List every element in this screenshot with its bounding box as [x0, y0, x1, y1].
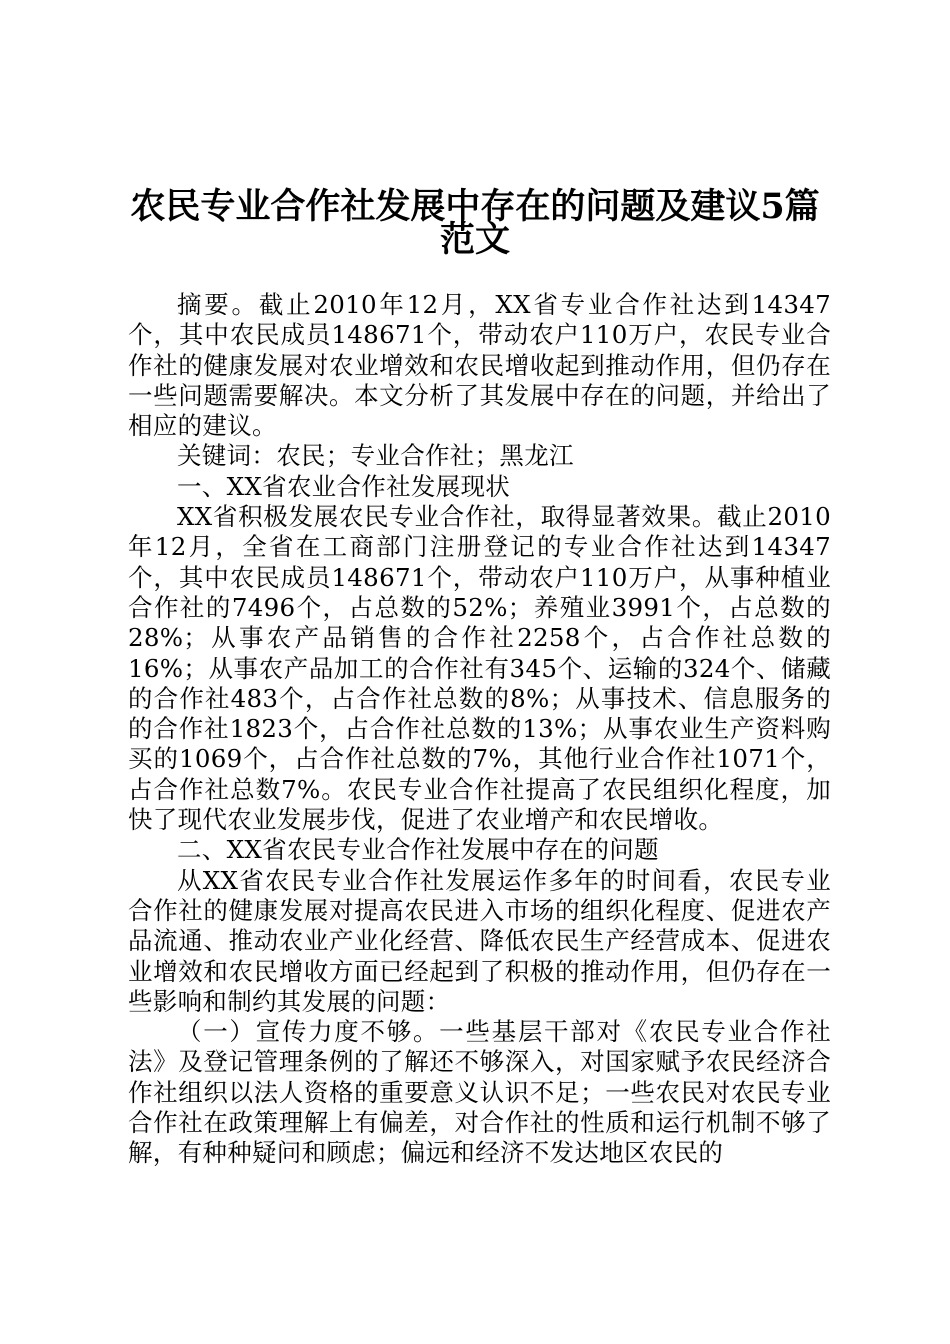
- document-title-line2: 范文: [439, 219, 510, 260]
- abstract-paragraph: 摘要。截止2010年12月，XX省专业合作社达到14347个，其中农民成员148671个，带动农户110万户，农民专业合作社的健康发展对农业增效和农民增收起到推动作用，但仍存在一些问题需要解决。本文分析了其发展中存在的问题，并给出了相应的建议。: [128, 290, 831, 441]
- body-paragraph: XX省积极发展农民专业合作社，取得显著效果。截止2010年12月，全省在工商部门注册登记的专业合作社达到14347个，其中农民成员148671个，带动农户110万户，从事种植业合作社的7496个，占总数的52%；养殖业3991个，占总数的28%；从事农产品销售的合作社2258个，占合作社总数的16%；从事农产品加工的合作社有345个、运输的324个、储藏的合作社483个，占合作社总数的8%；从事技术、信息服务的的合作社1823个，占合作社总数的13%；从事农业生产资料购买的1069个，占合作社总数的7%，其他行业合作社1071个，占合作社总数7%。农民专业合作社提高了农民组织化程度，加快了现代农业发展步伐，促进了农业增产和农民增收。: [128, 502, 831, 835]
- body-paragraph: （一）宣传力度不够。一些基层干部对《农民专业合作社法》及登记管理条例的了解还不够深入，对国家赋予农民经济合作社组织以法人资格的重要意义认识不足；一些农民对农民专业合作社在政策理解上有偏差，对合作社的性质和运行机制不够了解，有种种疑问和顾虑；偏远和经济不发达地区农民的: [128, 1017, 831, 1168]
- body-paragraph: 从XX省农民专业合作社发展运作多年的时间看，农民专业合作社的健康发展对提高农民进入市场的组织化程度、促进农产品流通、推动农业产业化经营、降低农民生产经营成本、促进农业增效和农民增收方面已经起到了积极的推动作用，但仍存在一些影响和制约其发展的问题：: [128, 865, 831, 1016]
- keywords-paragraph: 关键词：农民；专业合作社；黑龙江: [177, 441, 574, 471]
- section-heading-1: 一、XX省农业合作社发展现状: [177, 471, 511, 501]
- document-title-line1: 农民专业合作社发展中存在的问题及建议5篇: [130, 186, 820, 227]
- section-heading-2: 二、XX省农民专业合作社发展中存在的问题: [177, 835, 659, 865]
- document-body: [128, 290, 831, 1169]
